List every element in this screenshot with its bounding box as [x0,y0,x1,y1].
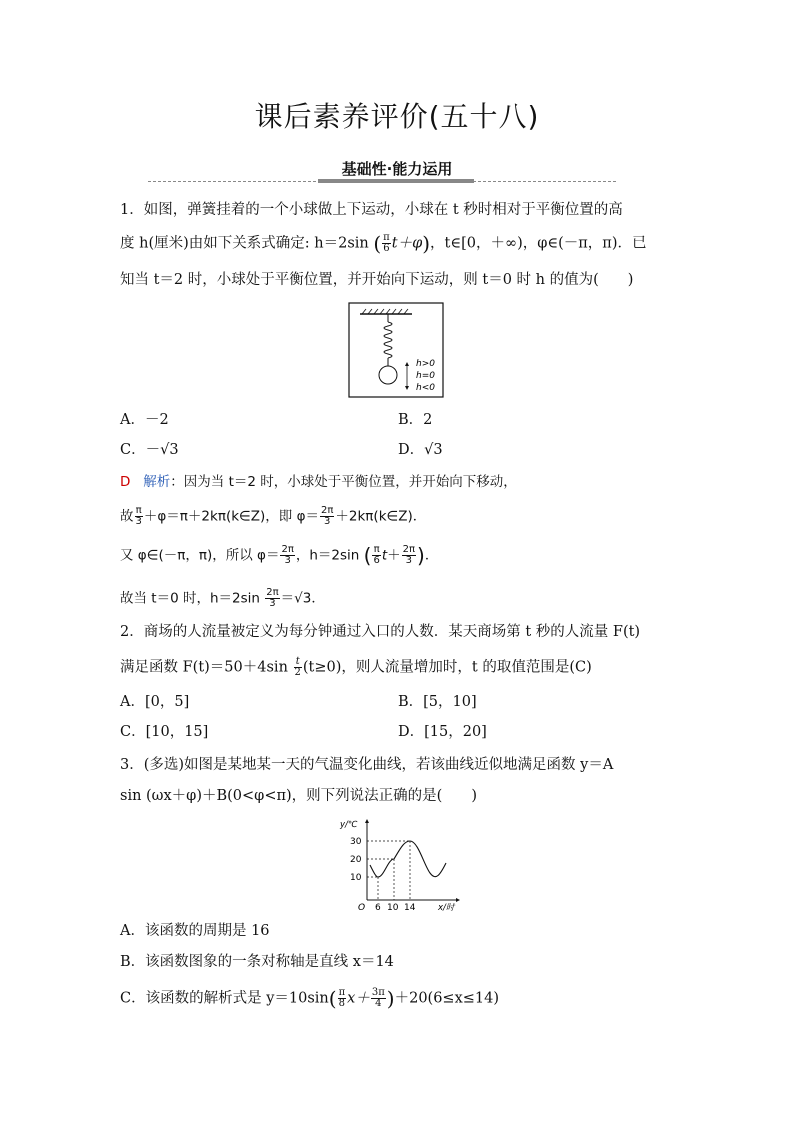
paren-close: ) [422,231,431,256]
q1-line-1: 1．如图，弹簧挂着的一个小球做上下运动，小球在 t 秒时相对于平衡位置的高 [120,202,623,218]
q2-option-c[interactable]: C．[10，15] [120,724,209,740]
fraction: $\frac{2\pi}{3}$ [281,544,294,566]
q3-option-a[interactable]: A．该函数的周期是 16 [120,923,270,939]
q1-line-2: 度 h(厘米)由如下关系式确定: h＝2sin ( $\frac{\pi}{6}$ t＋φ)，t∈[0，＋∞)，φ∈(－π，π)．已 [120,231,647,256]
x-tick-6: 6 [375,903,381,913]
y-tick-20: 20 [350,855,362,865]
fraction: $\frac{2\pi}{3}$ [321,505,334,527]
y-tick-30: 30 [350,837,362,847]
q1-option-a[interactable]: A．－2 [120,412,169,428]
page-title: 课后素养评价(五十八) [254,100,540,133]
fraction: $\frac{2\pi}{3}$ [266,587,279,609]
q2-option-a[interactable]: A．[0，5] [120,694,190,710]
label-h-zero: h=0 [416,371,435,381]
q3-option-c[interactable]: C．该函数的解析式是 y＝10sin( $\frac{\pi}{8}$ x＋ $\frac{3\pi}{4}$ )＋20(6≤x≤14) [120,986,500,1011]
fraction: $\frac{3\pi}{4}$ [371,987,385,1009]
q3-line-1: 3．(多选)如图是某地某一天的气温变化曲线，若该曲线近似地满足函数 y＝A [120,757,614,773]
y-tick-10: 10 [350,873,362,883]
x-tick-14: 14 [404,903,416,913]
x-axis-label: x/时 [438,903,455,913]
q2-line-2: 满足函数 F(t)＝50＋4sin $\frac{t}{2}$ (t≥0)，则人流量增加时，t 的取值范围是(C) [120,656,592,678]
section-heading: 基础性·能力运用 [341,160,453,178]
q1-option-c[interactable]: C．－√3 [120,442,179,458]
y-axis-label: y/℃ [340,820,358,830]
answer-letter: D [120,474,131,490]
q1-solution-line-4: 故当 t＝0 时，h＝2sin $\frac{2\pi}{3}$ ＝√3． [120,587,325,609]
paren-open: ( [373,231,382,256]
q1-option-d[interactable]: D．√3 [398,442,443,458]
q2-line-1: 2．商场的人流量被定义为每分钟通过入口的人数．某天商场第 t 秒的人流量 F(t) [120,624,641,640]
fraction: $\frac{\pi}{3}$ [135,505,142,527]
q1-solution-line-3: 又 φ∈(－π，π)，所以 φ＝ $\frac{2\pi}{3}$ ，h＝2sin ( $\frac{\pi}{6}$ t＋ $\frac{2\pi}{3}$ )． [120,543,439,568]
fraction: $\frac{\pi}{6}$ [373,544,380,566]
fraction: $\frac{\pi}{6}$ [383,232,390,254]
analysis-label: 解析 [143,474,171,490]
q1-line-3: 知当 t＝2 时，小球处于平衡位置，并开始向下运动，则 t＝0 时 h 的值为( ) [120,272,634,288]
fraction: $\frac{\pi}{8}$ [338,987,346,1009]
fraction: $\frac{t}{2}$ [294,656,301,678]
origin-label: O [358,903,366,913]
q1-solution-line-1: D 解析：因为当 t＝2 时，小球处于平衡位置，并开始向下移动， [120,474,517,490]
q2-option-b[interactable]: B．[5，10] [398,694,477,710]
q2-option-d[interactable]: D．[15，20] [398,724,487,740]
section-underline [318,179,474,183]
q1-solution-line-2: 故 $\frac{\pi}{3}$ ＋φ＝π＋2kπ(k∈Z)，即 φ＝ $\frac{2\pi}{3}$ ＋2kπ(k∈Z)． [120,505,427,527]
spring-figure [348,302,444,398]
temperature-graph [330,815,465,915]
q3-line-2: sin (ωx＋φ)＋B(0<φ<π)，则下列说法正确的是( ) [120,788,477,804]
label-h-negative: h<0 [416,383,435,393]
label-h-positive: h>0 [416,359,435,369]
x-tick-10: 10 [387,903,399,913]
q3-option-b[interactable]: B．该函数图象的一条对称轴是直线 x＝14 [120,954,394,970]
fraction: $\frac{2\pi}{3}$ [402,544,416,566]
q1-option-b[interactable]: B．2 [398,412,433,428]
